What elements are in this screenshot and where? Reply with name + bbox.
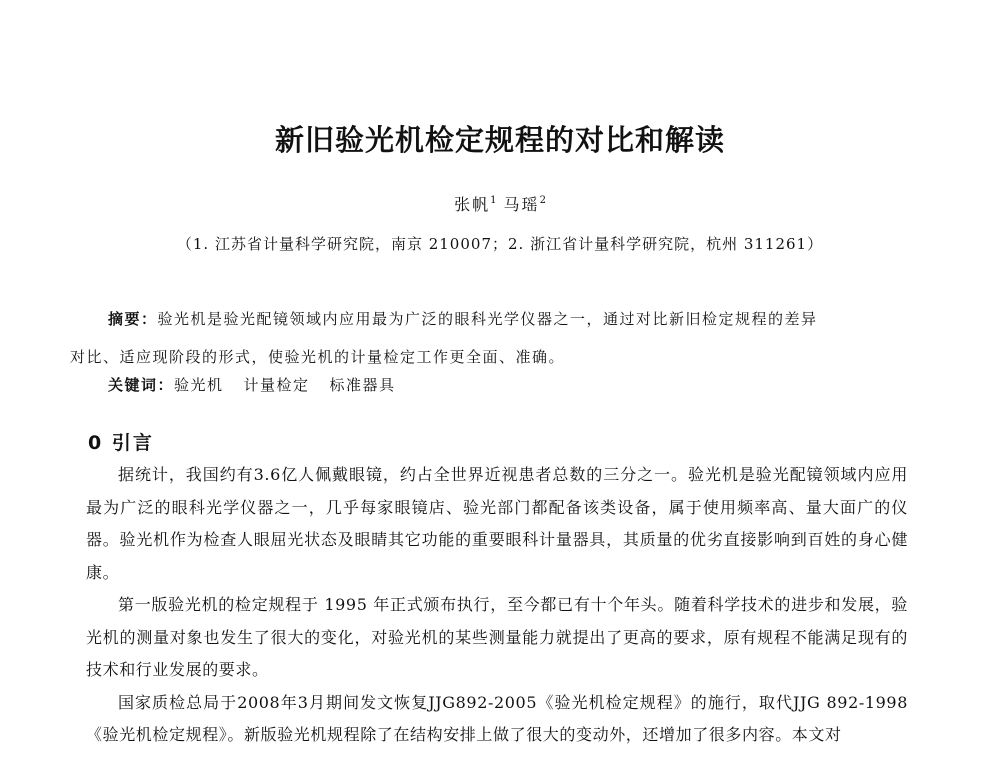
paragraph: 国家质检总局于2008年3月期间发文恢复JJG892-2005《验光机检定规程》的施行，取代JJG 892-1998《验光机检定规程》。新版验光机规程除了在结构安排上做了很大的变动外，还增加了很多内容。本文对 bbox=[86, 692, 908, 744]
author-affiliation-mark: 1 bbox=[490, 195, 497, 206]
author-name: 马瑶 bbox=[503, 195, 540, 214]
abstract-line-2: 对比、适应现阶段的形式，使验光机的计量检定工作更全面、准确。 bbox=[70, 348, 566, 366]
affiliations: （1. 江苏省计量科学研究院，南京 210007；2. 浙江省计量科学研究院，杭州 311261） bbox=[176, 235, 824, 253]
body-text bbox=[86, 459, 908, 752]
author-affiliation-mark: 2 bbox=[539, 195, 546, 206]
abstract bbox=[70, 300, 920, 376]
paragraph: 据统计，我国约有3.6亿人佩戴眼镜，约占全世界近视患者总数的三分之一。验光机是验光配镜领域内应用最为广泛的眼科光学仪器之一，几乎每家眼镜店、验光部门都配备该类设备，属于使用频率高、量大面广的仪器。验光机作为检查人眼屈光状态及眼睛其它功能的重要眼科计量器具，其质量的优劣直接影响到百姓的身心健康。 bbox=[86, 465, 908, 582]
keywords-label: 关键词： bbox=[108, 376, 175, 394]
abstract-label: 摘要： bbox=[108, 310, 158, 328]
keyword: 标准器具 bbox=[329, 376, 396, 394]
keywords bbox=[108, 374, 908, 395]
section-heading: 0 引言 bbox=[88, 432, 154, 454]
keyword: 验光机 bbox=[174, 376, 224, 394]
author-line bbox=[0, 192, 1000, 215]
author-name: 张帆 bbox=[454, 195, 491, 214]
abstract-text-1: 验光机是验光配镜领域内应用最为广泛的眼科光学仪器之一，通过对比新旧检定规程的差异 bbox=[157, 310, 818, 328]
paragraph: 第一版验光机的检定规程于 1995 年正式颁布执行，至今都已有十个年头。随着科学技术的进步和发展，验光机的测量对象也发生了很大的变化，对验光机的某些测量能力就提出了更高的要求，原有规程不能满足现有的技术和行业发展的要求。 bbox=[86, 595, 908, 679]
abstract-line-1 bbox=[70, 300, 920, 338]
paper-title: 新旧验光机检定规程的对比和解读 bbox=[274, 123, 725, 157]
keyword: 计量检定 bbox=[243, 376, 310, 394]
